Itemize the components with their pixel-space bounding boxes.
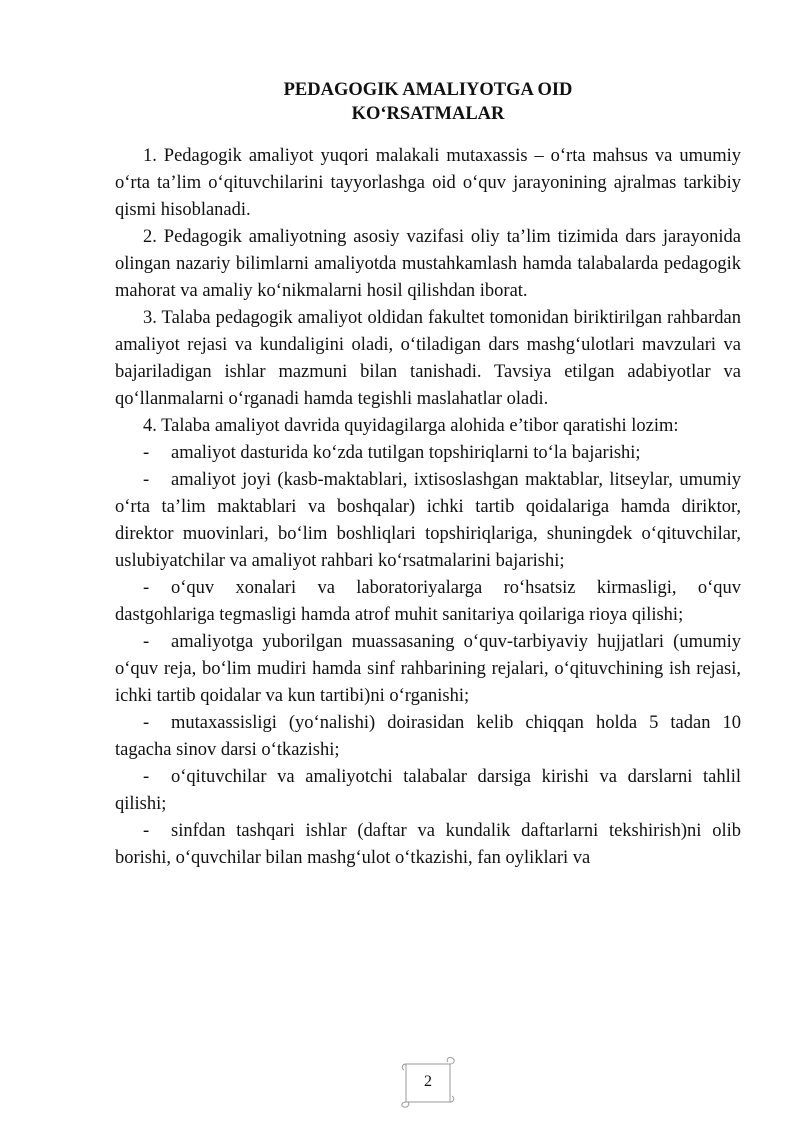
list-item (115, 467, 741, 575)
list-dash: - (143, 632, 150, 652)
document-body (115, 143, 741, 872)
list-dash: - (143, 578, 150, 598)
paragraph-4 (115, 413, 741, 440)
page-title-line-1: PEDAGOGIK AMALIYOTGA OID (283, 80, 573, 100)
list-item (115, 629, 741, 710)
list-dash: - (143, 470, 150, 490)
list-dash: - (143, 821, 150, 841)
paragraph-text: 2. Pedagogik amaliyotning asosiy vazifasi oliy ta’lim tizimida dars jarayonida olingan nazariy bilimlarni amaliyotda mustahkamlash hamda talabalarda pedagogik mahorat va amaliy ko‘nikmalarni hosil qilishdan iborat. (115, 227, 741, 301)
list-item (115, 710, 741, 764)
list-item-text: o‘qituvchilar va amaliyotchi talabalar darsiga kirishi va darslarni tahlil qilishi; (115, 767, 741, 814)
list-item-text: amaliyot dasturida ko‘zda tutilgan topshiriqlarni to‘la bajarishi; (171, 443, 641, 463)
list-item-text: sinfdan tashqari ishlar (daftar va kundalik daftarlarni tekshirish)ni olib borishi, o‘quvchilar bilan mashg‘ulot o‘tkazishi, fan oyliklari va (115, 821, 741, 868)
list-item (115, 440, 741, 467)
paragraph-1 (115, 143, 741, 224)
list-item-text: mutaxassisligi (yo‘nalishi) doirasidan kelib chiqqan holda 5 tadan 10 tagacha sinov darsi o‘tkazishi; (115, 713, 741, 760)
list-dash: - (143, 443, 150, 463)
list-item-text: amaliyotga yuborilgan muassasaning o‘quv-tarbiyaviy hujjatlari (umumiy o‘quv reja, bo‘lim mudiri hamda sinf rahbarining rejalari, o‘qituvchining ish rejasi, ichki tartib qoidalar va kun tartibi)ni o‘rganishi; (115, 632, 741, 706)
paragraph-text: 4. Talaba amaliyot davrida quyidagilarga alohida e’tibor qaratishi lozim: (143, 416, 679, 436)
list-item (115, 818, 741, 872)
paragraph-3 (115, 305, 741, 413)
list-item-text: amaliyot joyi (kasb-maktablari, ixtisoslashgan maktablar, litseylar, umumiy o‘rta ta’lim maktablari va boshqalar) ichki tartib qoidalariga hamda diriktor, direktor muovinlari, bo‘lim boshliqlari topshiriqlariga, shuningdek o‘qituvchilar, uslubiyatchilar va amaliyot rahbari ko‘rsatmalarini bajarishi; (115, 470, 741, 571)
page-number: 2 (424, 1073, 432, 1090)
list-item-text: o‘quv xonalari va laboratoriyalarga ro‘hsatsiz kirmasligi, o‘quv dastgohlariga tegmasligi hamda atrof muhit sanitariya qoilariga rioya qilishi; (115, 578, 741, 625)
page-footer (398, 1054, 458, 1108)
page-title (0, 78, 800, 126)
paragraph-2 (115, 224, 741, 305)
paragraph-text: 3. Talaba pedagogik amaliyot oldidan fakultet tomonidan biriktirilgan rahbardan amaliyot rejasi va kundaligini oladi, o‘tiladigan dars mashg‘ulotlari mavzulari va bajariladigan ishlar mazmuni bilan tanishadi. Tavsiya etilgan adabiyotlar va qo‘llanmalarni o‘rganadi hamda tegishli maslahatlar oladi. (115, 308, 741, 409)
page-title-line-2: KO‘RSATMALAR (351, 104, 505, 124)
list-item (115, 575, 741, 629)
list-dash: - (143, 767, 150, 787)
list-item (115, 764, 741, 818)
paragraph-text: 1. Pedagogik amaliyot yuqori malakali mutaxassis – o‘rta mahsus va umumiy o‘rta ta’lim o‘qituvchilarini tayyorlashga oid o‘quv jarayonining ajralmas tarkibiy qismi hisoblanadi. (115, 146, 741, 220)
list-dash: - (143, 713, 150, 733)
